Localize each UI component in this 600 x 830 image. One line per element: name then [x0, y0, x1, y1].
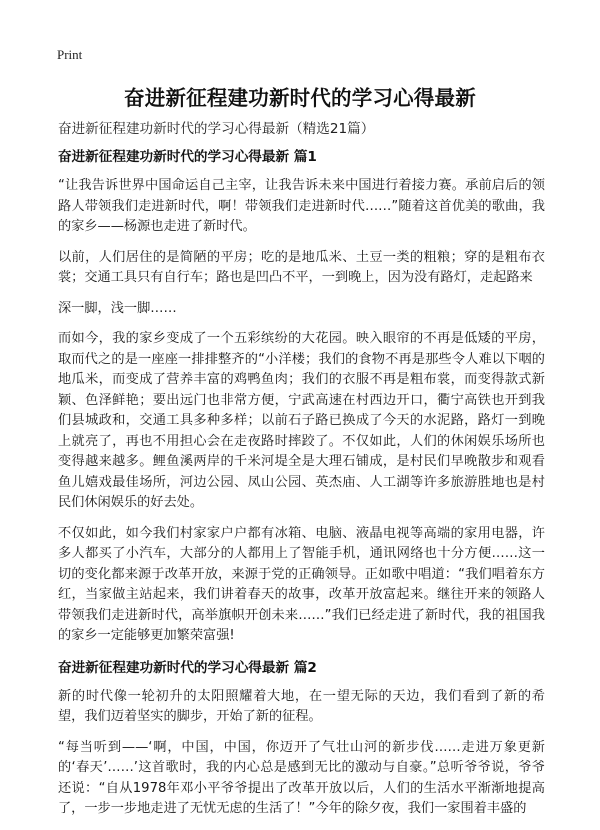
section-1 [58, 146, 545, 647]
paragraph: “让我告诉世界中国命运自己主宰，让我告诉未来中国进行着接力赛。承前启后的领路人带领我们走进新时代，啊！带领我们走进新时代……”随着这首优美的歌曲，我的家乡——杨源也走进了新时代。 [58, 178, 545, 234]
print-link[interactable]: Print [57, 47, 83, 62]
section-heading: 奋进新征程建功新时代的学习心得最新 篇1 [58, 149, 317, 165]
paragraph: 以前，人们居住的是简陋的平房；吃的是地瓜米、土豆一类的粗粮；穿的是粗布衣裳；交通工具只有自行车；路也是凹凸不平，一到晚上，因为没有路灯，走起路来 [58, 249, 545, 285]
paragraph: 而如今，我的家乡变成了一个五彩缤纷的大花园。映入眼帘的不再是低矮的平房，取而代之的是一座座一排排整齐的“小洋楼；我们的食物不再是那些令人难以下咽的地瓜米，而变成了营养丰富的鸡鸭鱼肉；我们的衣服不再是粗布裳，而变得款式新颖、色泽鲜艳；要出远门也非常方便，宁武高速在村西边开口，衢宁高铁也开到我们县城政和，交通工具多种多样；以前石子路已换成了今天的水泥路，路灯一到晚上就亮了，再也不用担心会在走夜路时摔跤了。不仅如此，人们的休闲娱乐场所也变得越来越多。鲤鱼溪两岸的千米河堤全是大理石铺成，是村民们早晚散步和观看鱼儿嬉戏最佳场所，河边公园、凤山公园、英杰庙、人工湖等许多旅游胜地也是村民们休闲娱乐的好去处。 [58, 331, 545, 510]
paragraph: 新的时代像一轮初升的太阳照耀着大地，在一望无际的天边，我们看到了新的希望，我们迈着坚实的脚步，开始了新的征程。 [58, 688, 545, 724]
document-body [58, 118, 545, 830]
paragraph: 不仅如此，如今我们村家家户户都有冰箱、电脑、液晶电视等高端的家用电器，许多人都买了小汽车，大部分的人都用上了智能手机，通讯网络也十分方便……这一切的变化都来源于改革开放，来源于党的正确领导。正如歌中唱道：“我们唱着东方红，当家做主站起来，我们讲着春天的故事，改革开放富起来。继往开来的领路人带领我们走进新时代，高举旗帜开创未来……”我们已经走进了新时代，我的祖国我的家乡一定能够更加繁荣富强! [58, 525, 545, 643]
section-2 [58, 657, 545, 820]
page-title: 奋进新征程建功新时代的学习心得最新 [124, 86, 476, 110]
section-heading: 奋进新征程建功新时代的学习心得最新 篇2 [58, 659, 317, 676]
paragraph: “每当听到——‘啊，中国，中国，你迈开了气壮山河的新步伐……走进万象更新的‘春天’……’这首歌时，我的内心总是感到无比的激动与自豪。”总听爷爷说，爷爷还说：“自从1978年邓小平爷爷提出了改革开放以后，人们的生活水平渐渐地提高了，一步一步地走进了无忧无虑的生活了！”今年的除夕夜，我们一家围着丰盛的 [58, 739, 545, 816]
paragraph: 深一脚，浅一脚…… [58, 300, 177, 316]
document-subtitle: 奋进新征程建功新时代的学习心得最新（精选21篇） [58, 121, 375, 137]
